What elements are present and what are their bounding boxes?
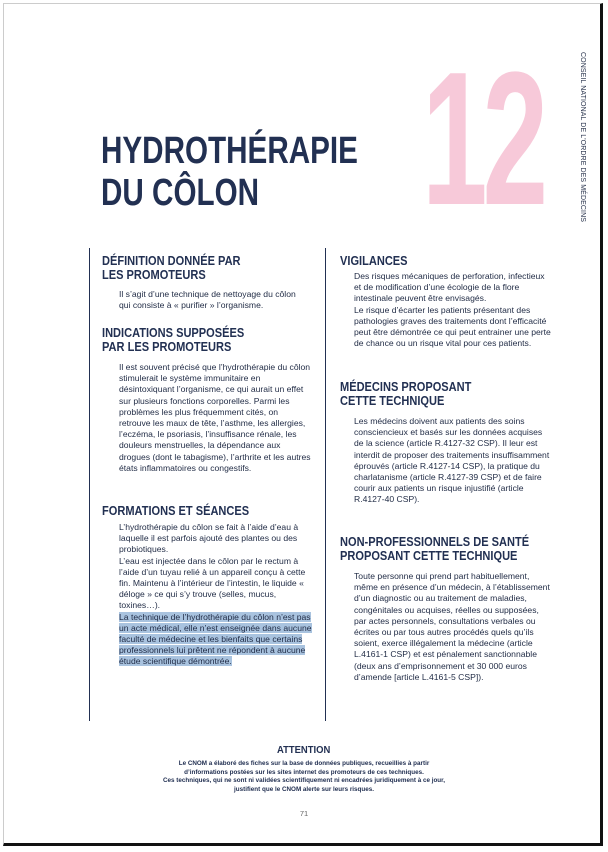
non-pro-text: Toute personne qui prend part habituellement, même en présence d’un médecin, à l’établissement d’un diagnostic ou au traitement de maladies, congénitales ou acquises, réelles ou supposées, par actes personnels, consultations verbales ou écrites ou par tous autres procédés quels qu’ils soient, exerce illégalement la médecine (article L.4161-1 CSP) et est pénalement sanctionnable (deux ans d’emprisonnement et 30 000 euros d’amende [article L.4161-5 CSP]). [354, 571, 550, 682]
middle-column-rule [325, 248, 326, 721]
document-page [3, 3, 603, 846]
indications-text: Il est souvent précisé que l’hydrothérapie du côlon stimulerait le système immunitaire en désintoxiquant l’organisme, ce qui aurait un effet sur plusieurs fonctions corporelles. Parmi les problèmes les plus fréquemment cités, on retrouve les maux de tête, l’asthme, les allergies, l’eczéma, le psoriasis, l’insuffisance rénale, les douleurs menstruelles, la dépendance aux drogues (dont le tabagisme), l’arthrite et les autres états inflammatoires ou congestifs. [119, 362, 311, 473]
attention-box [4, 740, 603, 794]
medecins-text: Les médecins doivent aux patients des soins consciencieux et basés sur les données acquises de la science (article R.4127-32 CSP). Il leur est interdit de proposer des traitements insuffisamment éprouvés (article R.4127-14 CSP), la pratique du charlatanisme (article R.4127-39 CSP) et de faire courir aux patients un risque injustifié (article R.4127-40 CSP). [354, 416, 550, 505]
vigilances-text: Des risques mécaniques de perforation, infectieux et de modification d’une écologie de la flore intestinale peuvent être envisagés. Le risque d’écarter les patients présentant des pathologies graves des traitements dont l’efficacité peut être démontrée ce qui peut entrainer une perte de chance ou un risque vital pour ces patients. [354, 271, 551, 349]
non-pro-heading: NON-PROFESSIONNELS DE SANTÉ PROPOSANT CETTE TECHNIQUE [340, 534, 530, 563]
left-column-rule [89, 248, 90, 721]
definition-text: Il s’agit d’une technique de nettoyage du côlon qui consiste à « purifier » l’organisme. [119, 289, 296, 311]
indications-heading: INDICATIONS SUPPOSÉES PAR LES PROMOTEURS [102, 325, 245, 354]
side-label: CONSEIL NATIONAL DE L'ORDRE DES MÉDECINS [579, 52, 586, 222]
definition-heading: DÉFINITION DONNÉE PAR LES PROMOTEURS [102, 253, 241, 282]
title-line-2: DU CÔLON [101, 172, 260, 214]
formations-paragraph-1: L’hydrothérapie du côlon se fait à l’aide d’eau à laquelle il est parfois ajouté des plantes ou des probiotiques. [119, 522, 299, 555]
chapter-number: 12 [422, 33, 544, 245]
attention-title: ATTENTION [277, 744, 331, 756]
page-title [101, 130, 358, 214]
medecins-heading: MÉDECINS PROPOSANT CETTE TECHNIQUE [340, 379, 472, 408]
page-number: 71 [299, 809, 309, 818]
title-line-1: HYDROTHÉRAPIE [101, 130, 358, 172]
attention-text: Le CNOM a élaboré des fiches sur la base de données publiques, recueillies à partir d’informations postées sur les sites internet des promoteurs de ces techniques. Ces techniques, qui ne sont ni validées scientifiquement ni encadrées juridiquement à ce jour, justifient que le CNOM alerte sur leurs risques. [162, 760, 446, 793]
formations-paragraph-2: L’eau est injectée dans le côlon par le rectum à l’aide d’un tuyau relié à un appareil conçu à cette fin. Maintenu à l’intérieur de l’intestin, le liquide « déloge » ce qui s’y trouve (selles, mucus, toxines…). [119, 555, 306, 611]
vigilances-heading: VIGILANCES [340, 253, 408, 268]
formations-highlighted-text[interactable]: La technique de l’hydrothérapie du côlon n’est pas un acte médical, elle n’est enseignée dans aucune faculté de médecine et les bienfaits que certains professionnels lui prêtent ne répondent à aucune étude scientifique démontrée. [119, 611, 312, 667]
formations-text [119, 522, 313, 668]
formations-heading: FORMATIONS ET SÉANCES [102, 503, 250, 518]
